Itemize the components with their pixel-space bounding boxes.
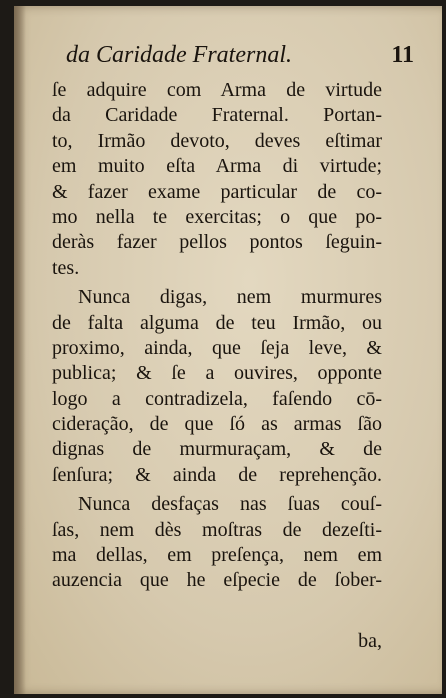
paragraph-2 xyxy=(52,285,382,488)
text-line: ma dellas, em preſença, nem em xyxy=(52,544,382,567)
paragraph-1 xyxy=(52,78,382,281)
text-line: da Caridade Fraternal. Portan- xyxy=(52,104,382,127)
page-gutter-shadow xyxy=(14,6,26,694)
text-line: tes. xyxy=(52,256,80,279)
page-number: 11 xyxy=(391,42,414,68)
text-line: ſas, nem dès moſtras de dezeſti- xyxy=(52,518,382,541)
paragraph-3 xyxy=(52,492,382,594)
text-line: em muito eſta Arma di virtude; xyxy=(52,155,382,178)
text-line: Nunca digas, nem murmures xyxy=(78,286,382,309)
text-line: publica; & ſe a ouvires, opponte xyxy=(52,362,382,385)
text-line: dignas de murmuraçam, & de xyxy=(52,438,382,461)
running-head-title: da Caridade Fraternal. xyxy=(66,42,292,68)
text-line: deràs fazer pellos pontos ſeguin- xyxy=(52,231,382,254)
book-page xyxy=(14,6,442,694)
text-line: auzencia que he eſpecie de ſober- xyxy=(52,569,382,592)
text-line: ſenſura; & ainda de reprehenção. xyxy=(52,463,382,486)
text-line: Nunca desfaças nas ſuas couſ- xyxy=(78,493,382,516)
text-line: to, Irmão devoto, deves eſtimar xyxy=(52,129,382,152)
text-line: logo a contradizela, faſendo cō- xyxy=(52,387,382,410)
text-line: cideração, de que ſó as armas ſão xyxy=(52,413,382,436)
catchword: ba, xyxy=(358,630,382,652)
text-line: ſe adquire com Arma de virtude xyxy=(52,79,382,101)
text-line: mo nella te exercitas; o que po- xyxy=(52,205,382,228)
text-line: proximo, ainda, que ſeja leve, & xyxy=(52,336,382,359)
text-line: de falta alguma de teu Irmão, ou xyxy=(52,311,382,334)
text-line: & fazer exame particular de co- xyxy=(52,180,382,203)
body-text xyxy=(52,78,382,594)
